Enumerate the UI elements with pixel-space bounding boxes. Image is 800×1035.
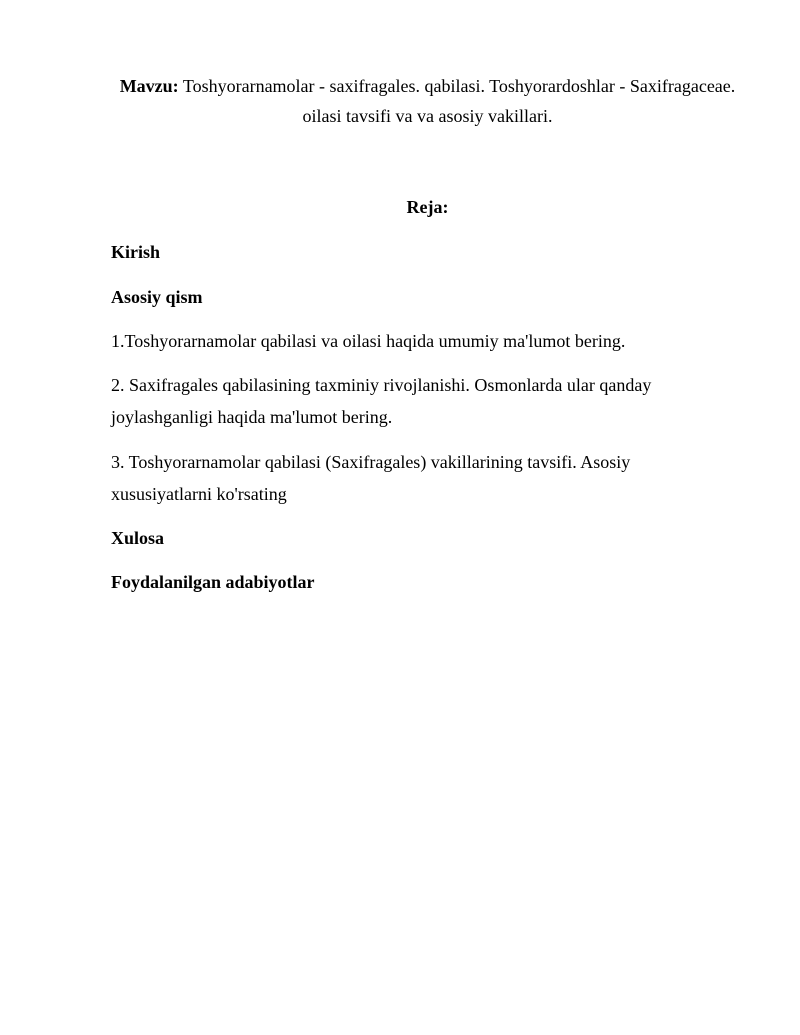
plan-point-3: 3. Toshyorarnamolar qabilasi (Saxifragales) vakillarining tavsifi. Asosiy xususiyatlarni ko'rsating [111,452,631,504]
plan-conclusion: Xulosa [111,528,165,548]
topic-label: Mavzu: [119,76,179,96]
topic-text-line1: Toshyorarnamolar - saxifragales. qabilasi. Toshyorardoshlar - Saxifragaceae. [178,76,736,96]
plan-title: Reja: [406,197,449,217]
topic-text-line2: oilasi tavsifi va va asosiy vakillari. [302,106,553,126]
plan-intro: Kirish [111,242,161,262]
plan-point-1: 1.Toshyorarnamolar qabilasi va oilasi haqida umumiy ma'lumot bering. [111,331,626,351]
topic-heading [100,71,755,131]
plan-point-2: 2. Saxifragales qabilasining taxminiy rivojlanishi. Osmonlarda ular qanday joylashganligi haqida ma'lumot bering. [111,375,652,427]
plan-references: Foydalanilgan adabiyotlar [111,572,315,592]
plan-main-part: Asosiy qism [111,287,203,307]
